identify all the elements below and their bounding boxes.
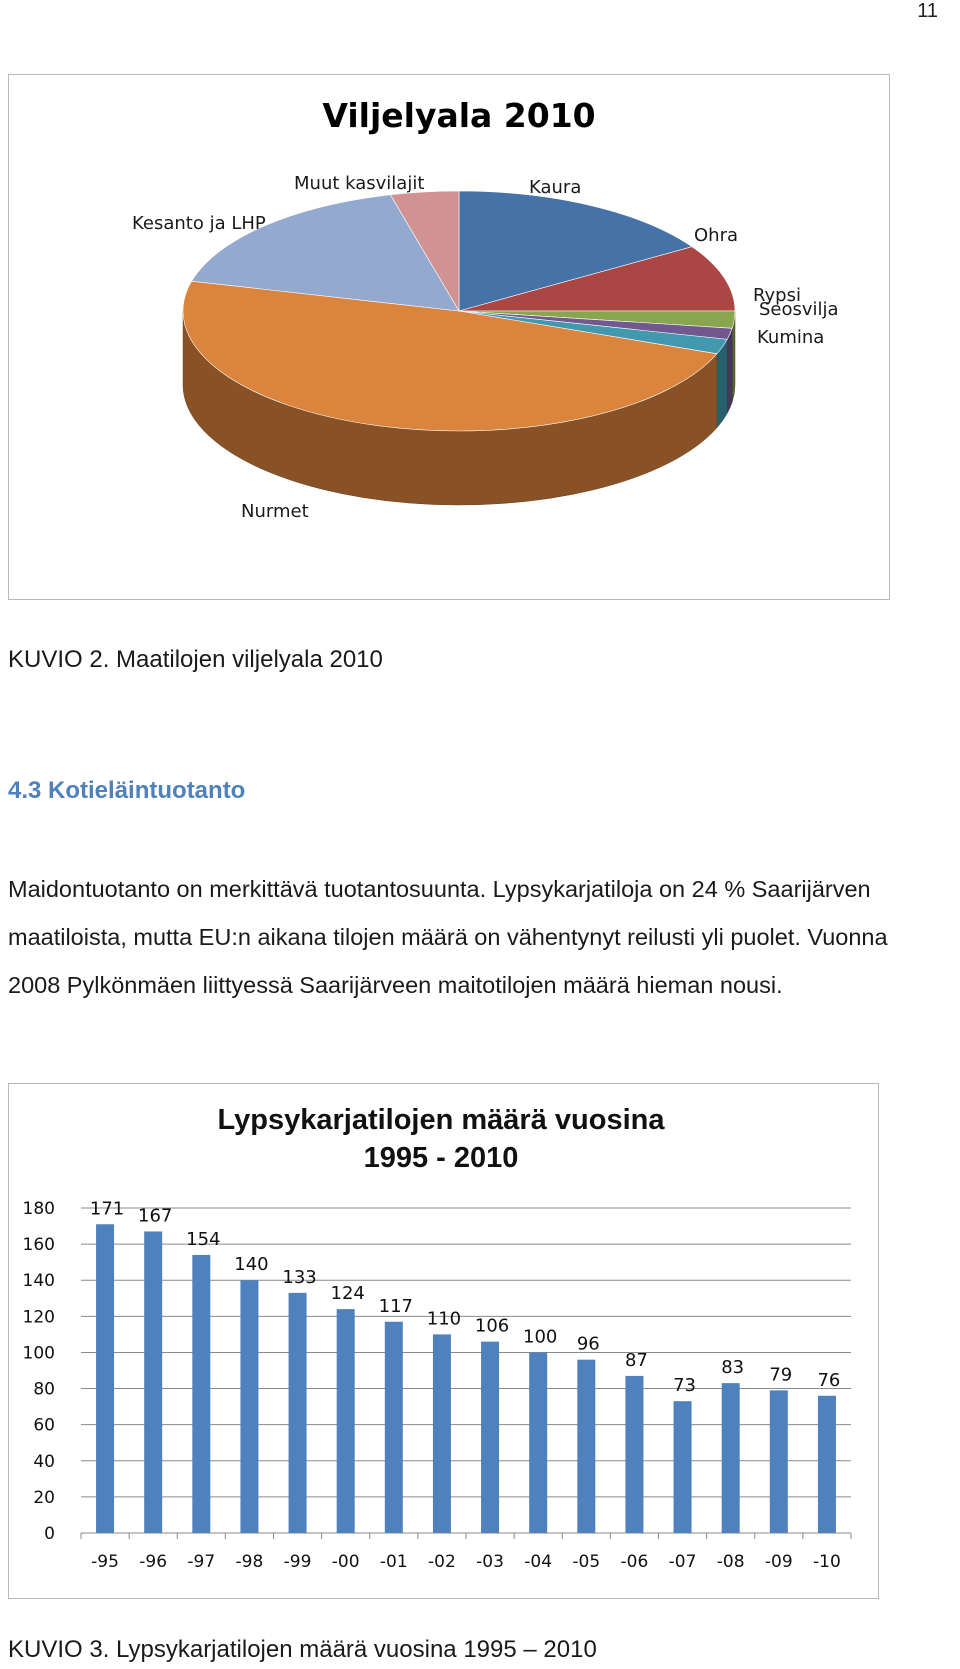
- bar--05: [577, 1360, 595, 1533]
- bar-title-line: 1995 - 2010: [363, 1142, 519, 1174]
- x-tick-label: -08: [716, 1552, 745, 1572]
- x-tick-label: -97: [187, 1552, 216, 1572]
- data-label: 110: [426, 1308, 462, 1330]
- pie-chart-svg: [9, 75, 891, 601]
- x-tick-label: -03: [476, 1552, 504, 1572]
- data-label: 76: [817, 1369, 841, 1391]
- y-tick-label: 160: [22, 1235, 55, 1256]
- data-label: 124: [330, 1283, 365, 1305]
- x-tick-label: -98: [235, 1552, 264, 1572]
- bar--10: [818, 1396, 836, 1533]
- bar--04: [529, 1352, 547, 1533]
- data-label: 106: [474, 1315, 510, 1337]
- y-tick-label: 140: [22, 1271, 55, 1292]
- y-tick-label: 40: [33, 1451, 55, 1472]
- pie-label-kumina: Kumina: [757, 327, 825, 348]
- pie-title: Viljelyala 2010: [322, 96, 596, 135]
- data-label: 96: [576, 1333, 600, 1355]
- x-tick-label: -07: [668, 1552, 697, 1572]
- data-label: 154: [186, 1228, 221, 1250]
- data-label: 100: [523, 1326, 558, 1348]
- data-label: 87: [624, 1349, 648, 1371]
- bar--03: [481, 1342, 499, 1533]
- bar-chart: [8, 1083, 879, 1599]
- y-tick-label: 120: [22, 1307, 55, 1328]
- bar-chart-svg: [9, 1084, 880, 1600]
- bar-series: [96, 1224, 836, 1533]
- x-tick-label: -06: [620, 1552, 649, 1572]
- pie-label-rypsi: Rypsi: [753, 285, 801, 306]
- data-label: 171: [89, 1198, 125, 1220]
- y-tick-label: 100: [22, 1343, 55, 1364]
- pie-label-kesanto-ja-lhp: Kesanto ja LHP: [132, 213, 266, 234]
- x-tick-label: -09: [764, 1552, 793, 1572]
- data-label: 133: [282, 1266, 317, 1288]
- bar--97: [192, 1255, 210, 1533]
- bar--06: [625, 1376, 643, 1533]
- bar--09: [770, 1390, 788, 1533]
- bar-title-line: Lypsykarjatilojen määrä vuosina: [217, 1104, 665, 1136]
- bar--00: [337, 1309, 355, 1533]
- bar--98: [240, 1280, 258, 1533]
- x-tick-label: -01: [379, 1552, 408, 1572]
- x-tick-label: -95: [91, 1552, 119, 1572]
- x-tick-label: -96: [139, 1552, 168, 1572]
- section-heading: 4.3 Kotieläintuotanto: [8, 777, 246, 804]
- bar--95: [96, 1224, 114, 1533]
- pie-label-ohra: Ohra: [694, 225, 739, 246]
- data-label: 83: [721, 1357, 745, 1379]
- x-tick-label: -04: [524, 1552, 553, 1572]
- y-tick-label: 180: [22, 1199, 55, 1219]
- bar--96: [144, 1231, 162, 1533]
- data-label: 73: [673, 1375, 697, 1397]
- y-tick-label: 20: [33, 1487, 55, 1508]
- pie-label-seosvilja: Seosvilja: [759, 299, 839, 320]
- pie-label-nurmet: Nurmet: [241, 501, 309, 522]
- x-tick-label: -00: [331, 1552, 360, 1572]
- pie-chart: [8, 74, 890, 600]
- x-axis: [81, 1533, 851, 1539]
- pie-label-muut-kasvilajit: Muut kasvilajit: [294, 173, 425, 194]
- data-label: 167: [138, 1205, 173, 1227]
- bar--01: [385, 1322, 403, 1533]
- x-tick-label: -02: [428, 1552, 456, 1572]
- y-tick-label: 0: [44, 1524, 55, 1544]
- data-label: 140: [234, 1254, 269, 1276]
- figure-caption-bar: KUVIO 3. Lypsykarjatilojen määrä vuosina 1995 – 2010: [8, 1636, 597, 1663]
- bar--07: [674, 1401, 692, 1533]
- data-label: 79: [769, 1364, 793, 1386]
- y-tick-label: 80: [33, 1379, 55, 1400]
- y-tick-label: 60: [33, 1415, 55, 1436]
- bar--99: [289, 1293, 307, 1533]
- pie-side-kumina: [717, 339, 727, 427]
- data-label: 117: [378, 1295, 413, 1317]
- page-number: 11: [917, 0, 938, 22]
- pie-label-kaura: Kaura: [529, 177, 582, 198]
- bar--02: [433, 1334, 451, 1533]
- x-tick-label: -05: [572, 1552, 601, 1572]
- x-tick-label: -99: [283, 1552, 312, 1572]
- pie-slices: [183, 191, 735, 431]
- x-tick-label: -10: [813, 1552, 841, 1572]
- figure-caption-pie: KUVIO 2. Maatilojen viljelyala 2010: [8, 646, 383, 673]
- bar--08: [722, 1383, 740, 1533]
- pie-side-seosvilja: [727, 328, 732, 413]
- body-paragraph: Maidontuotanto on merkittävä tuotantosuunta. Lypsykarjatiloja on 24 % Saarijärven maatiloista, mutta EU:n aikana tilojen määrä on vähentynyt reilusti yli puolet. Vuonna 2008 Pylkönmäen liittyessä Saarijärveen maitotilojen määrä hieman nousi.: [8, 876, 888, 998]
